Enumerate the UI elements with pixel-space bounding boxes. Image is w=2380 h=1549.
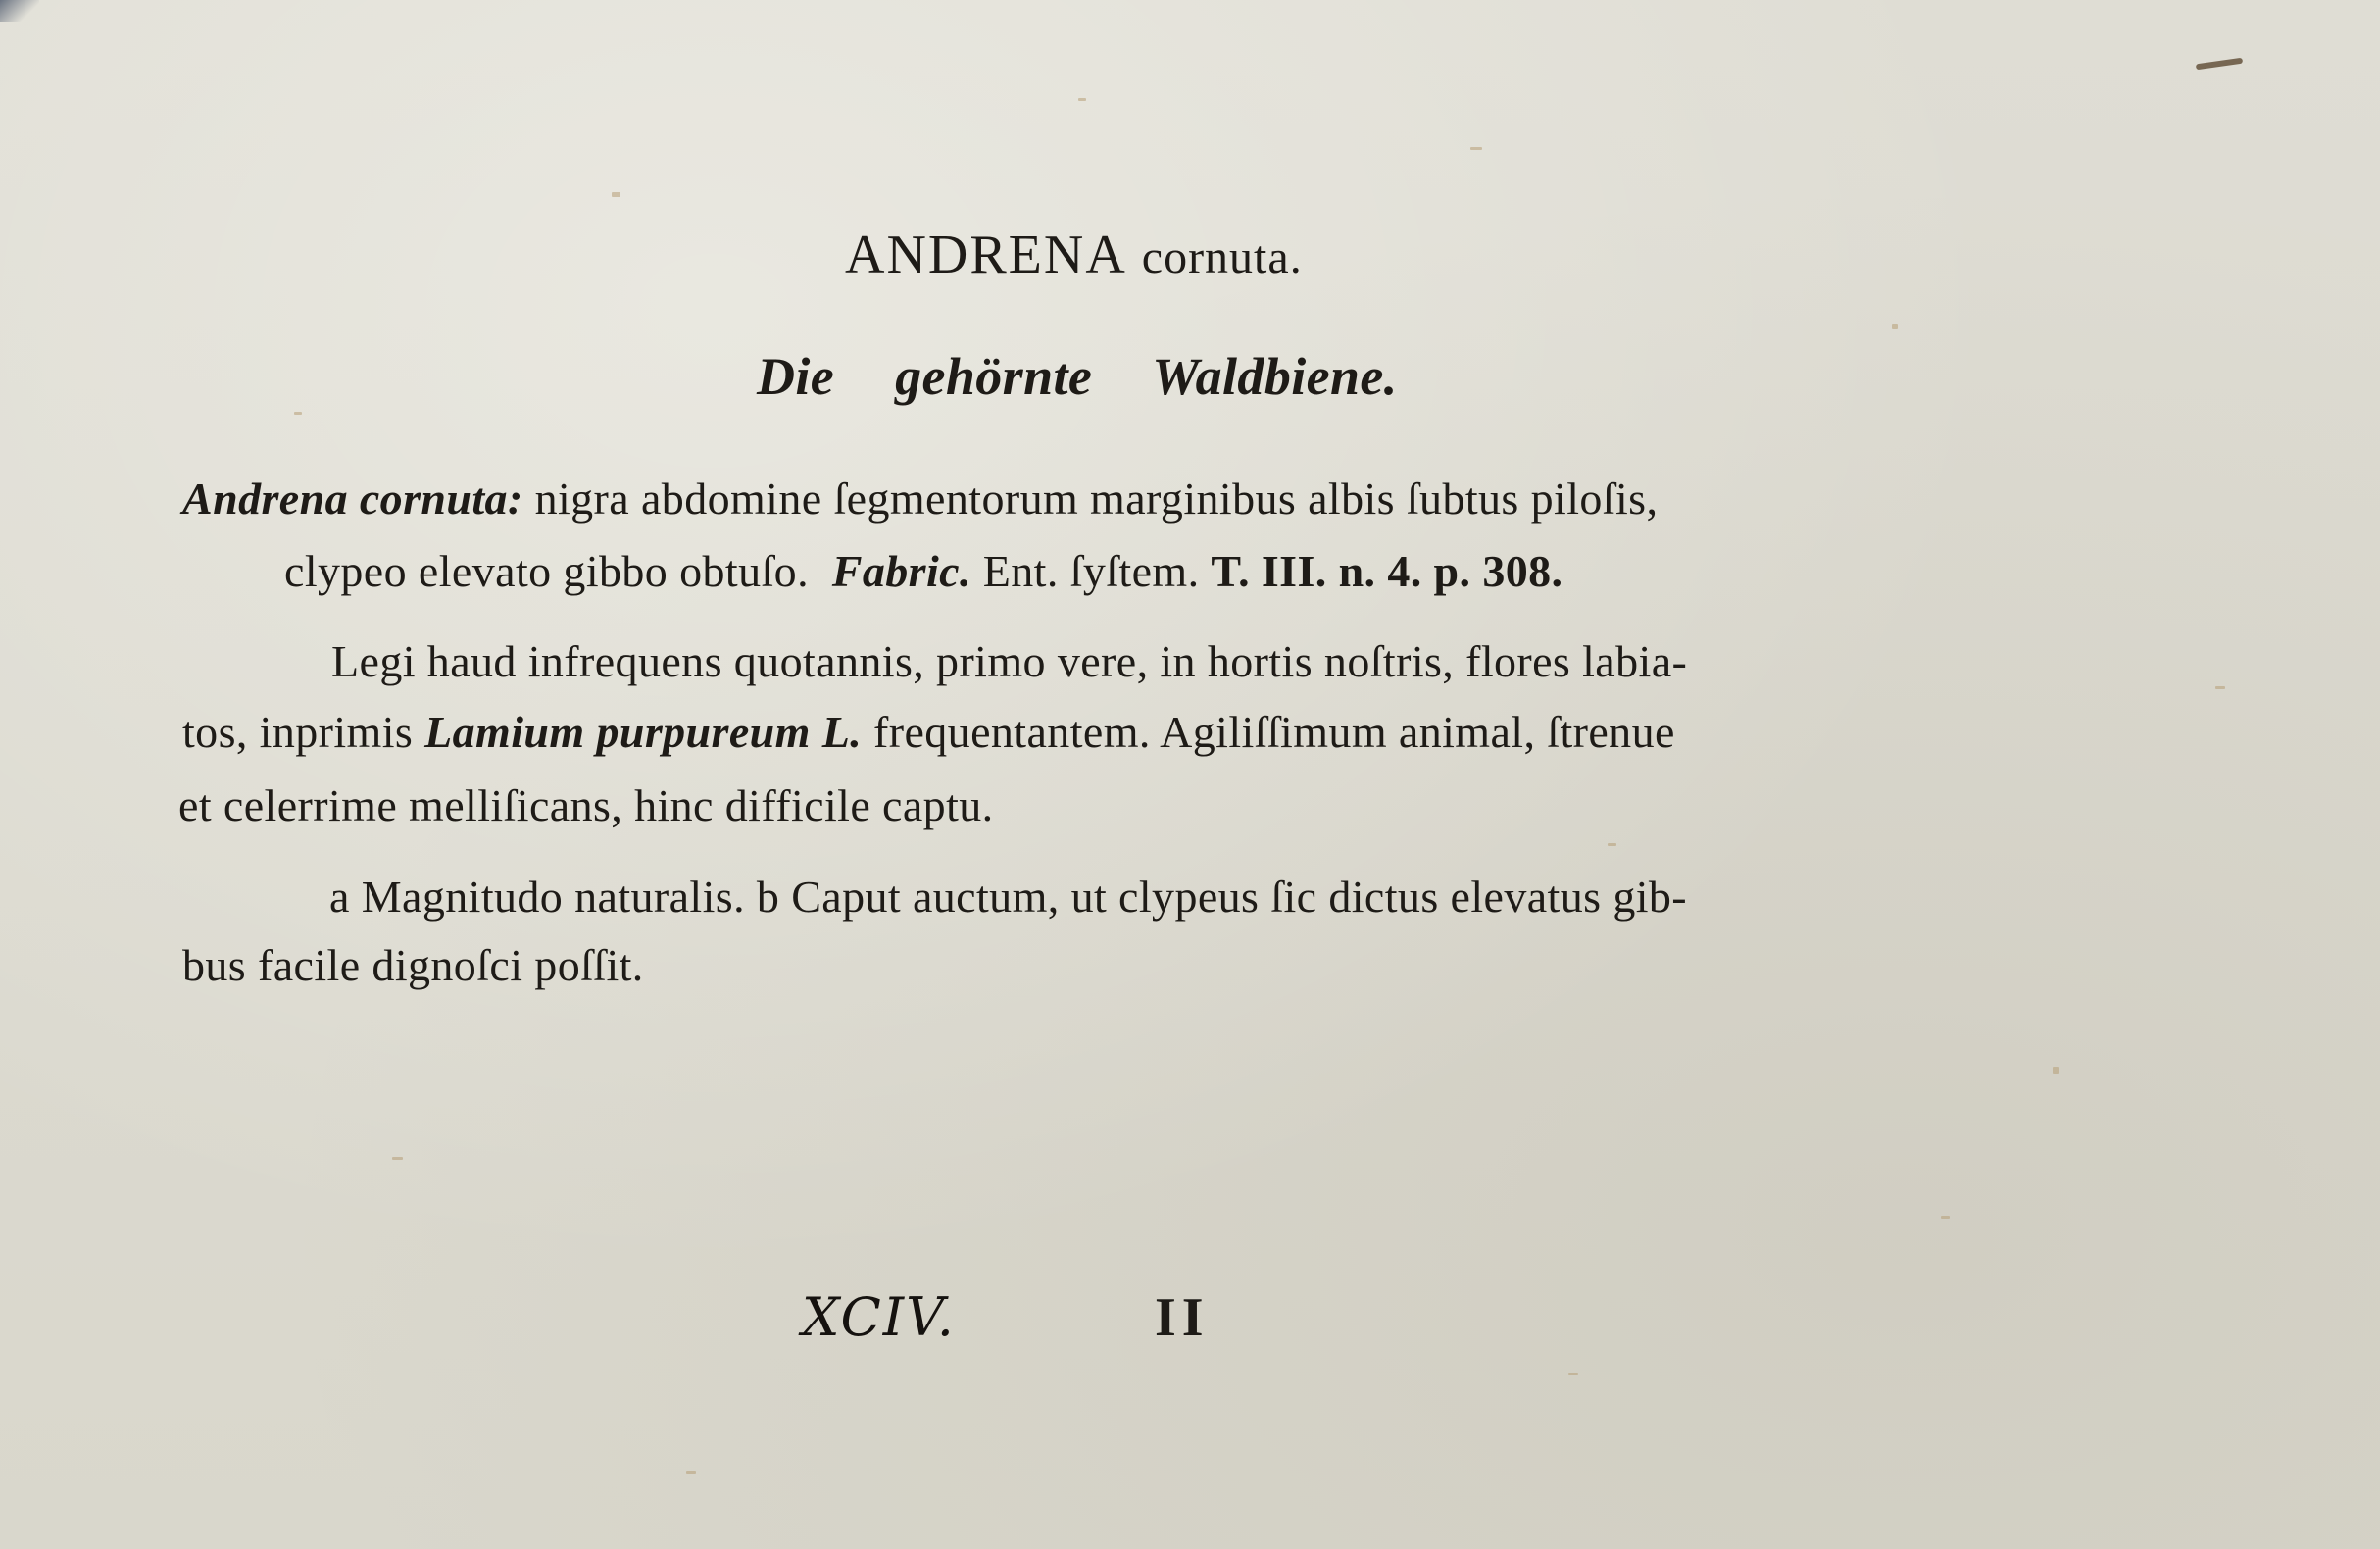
diagnosis-text-1: nigra abdomine ſegmentorum marginibus albis ſubtus piloſis, bbox=[534, 474, 1659, 524]
diagnosis-line-1 bbox=[182, 473, 1658, 525]
paragraph-2-line-2: bus facile dignoſci poſſit. bbox=[182, 940, 644, 990]
paragraph-1-text-2a: tos, inprimis bbox=[182, 707, 414, 757]
paper-fleck bbox=[1608, 843, 1616, 846]
diagnosis-text-2a: clypeo elevato gibbo obtuſo. bbox=[284, 546, 809, 596]
paper-fleck bbox=[294, 412, 302, 415]
title-genus: ANDRENA bbox=[845, 225, 1127, 285]
paragraph-1-line-3: et celerrime melliſicans, hinc difficile captu. bbox=[178, 780, 994, 830]
paragraph-1-line-2 bbox=[182, 706, 1675, 758]
diagnosis-author: Fabric. bbox=[831, 546, 971, 596]
page-corner-shadow bbox=[0, 0, 39, 22]
diagnosis-reference: T. III. n. 4. p. 308. bbox=[1211, 546, 1563, 596]
paragraph-1-text-2b: frequentantem. Agiliſſimum animal, ſtrenue bbox=[873, 707, 1675, 757]
plant-name: Lamium purpureum L. bbox=[424, 707, 863, 757]
title-species: cornuta. bbox=[1141, 231, 1303, 283]
paper-fleck bbox=[392, 1157, 403, 1160]
paper-fleck bbox=[686, 1471, 696, 1474]
handwritten-plate-number: XCIV. bbox=[802, 1286, 956, 1348]
paper-fleck bbox=[1470, 147, 1482, 150]
paragraph-2-line-1: a Magnitudo naturalis. b Caput auctum, ut clypeus ſic dictus elevatus gib- bbox=[329, 872, 1688, 922]
pencil-mark bbox=[2196, 58, 2243, 71]
diagnosis-text-2b: Ent. ſyſtem. bbox=[982, 546, 1200, 596]
page-subtitle: Die gehörnte Waldbiene. bbox=[757, 347, 1398, 406]
paper-fleck bbox=[1941, 1216, 1950, 1219]
paper-fleck bbox=[1892, 324, 1898, 329]
paper-fleck bbox=[2053, 1067, 2059, 1074]
paper-fleck bbox=[612, 192, 620, 197]
paper-fleck bbox=[2215, 686, 2225, 689]
page-title bbox=[845, 224, 1303, 286]
paragraph-1-line-1: Legi haud infrequens quotannis, primo vere, in hortis noſtris, flores labia- bbox=[331, 636, 1688, 686]
paper-fleck bbox=[1078, 98, 1086, 101]
paper-fleck bbox=[1568, 1373, 1578, 1375]
diagnosis-line-2 bbox=[284, 545, 1562, 597]
species-name: Andrena cornuta: bbox=[182, 474, 523, 524]
sheet-number: II bbox=[1155, 1287, 1210, 1348]
